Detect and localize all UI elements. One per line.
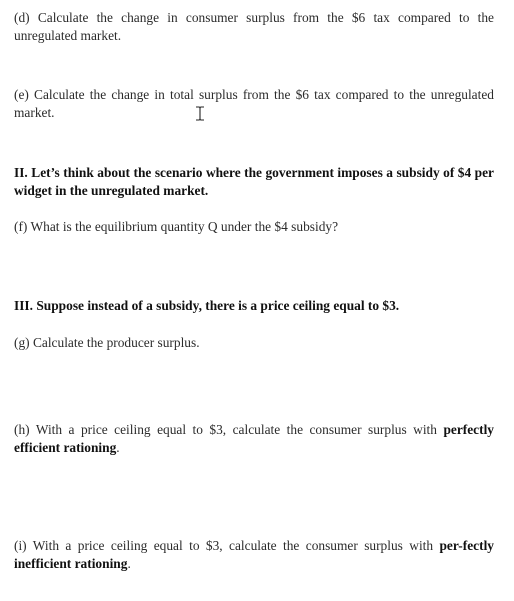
section-ii-heading — [14, 164, 494, 199]
section-ii-text: II. Let’s think about the scenario where the government imposes a subsidy of $4 per widget in the unregulated market. — [14, 165, 494, 198]
question-h-text: (h) With a price ceiling equal to $3, calculate the consumer surplus with — [14, 422, 444, 437]
question-h-end: . — [116, 439, 120, 455]
question-d — [14, 9, 494, 44]
question-h — [14, 421, 494, 456]
text-cursor-icon — [195, 106, 205, 121]
question-i-bold-text: per-fectly inefficient rationing — [14, 538, 494, 571]
question-g-text: (g) Calculate the producer surplus. — [14, 335, 200, 350]
question-f-text: (f) What is the equilibrium quantity Q under the $4 subsidy? — [14, 219, 339, 234]
question-i-end: . — [127, 555, 131, 571]
question-f — [14, 218, 494, 236]
question-h-bold-text: perfectly efficient rationing — [14, 422, 494, 455]
question-g — [14, 334, 494, 352]
question-d-text: (d) Calculate the change in consumer surplus from the $6 tax compared to the unregulated market. — [14, 10, 494, 43]
section-iii-text: III. Suppose instead of a subsidy, there is a price ceiling equal to $3. — [14, 298, 400, 313]
question-e-text: (e) Calculate the change in total surplus from the $6 tax compared to the unregulated market. — [14, 87, 494, 120]
question-i-text: (i) With a price ceiling equal to $3, calculate the consumer surplus with — [14, 538, 440, 553]
question-e — [14, 86, 494, 121]
section-iii-heading — [14, 297, 494, 315]
question-i — [14, 537, 494, 572]
